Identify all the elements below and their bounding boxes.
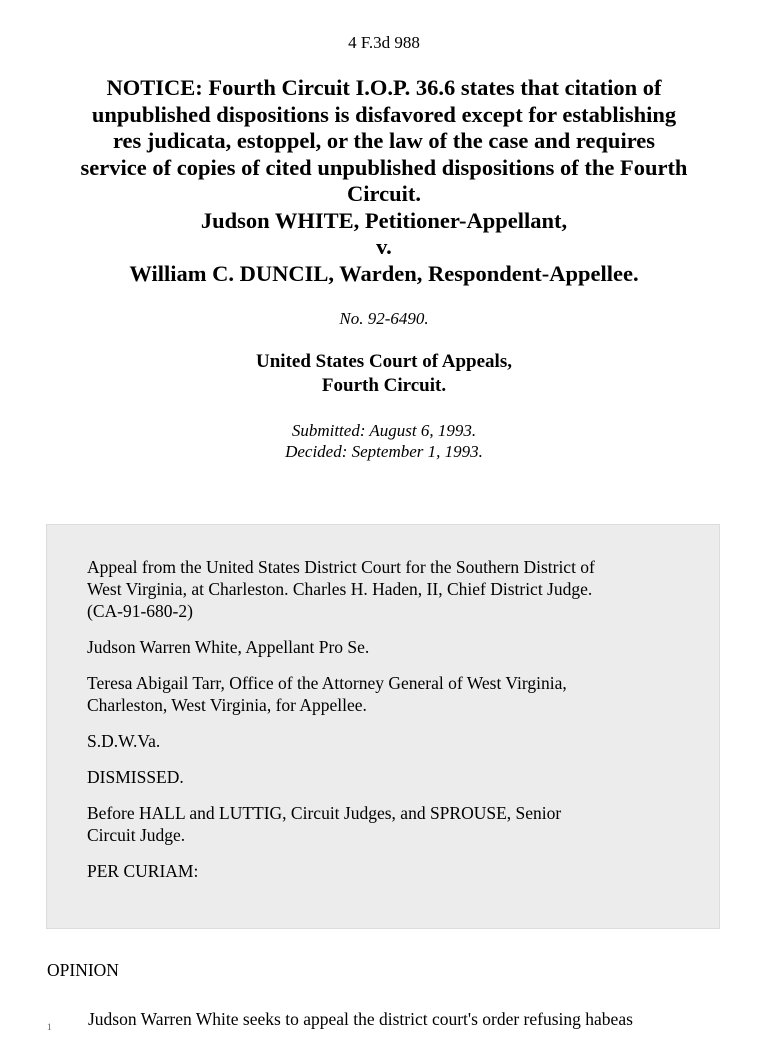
- notice-line: NOTICE: Fourth Circuit I.O.P. 36.6 states that citation of: [106, 75, 662, 100]
- appellee-line: Teresa Abigail Tarr, Office of the Attorney General of West Virginia,: [87, 673, 567, 693]
- appeal-line: West Virginia, at Charleston. Charles H. Haden, II, Chief District Judge.: [87, 579, 593, 599]
- docket-number: No. 92-6490.: [339, 309, 429, 328]
- appellee-line: Charleston, West Virginia, for Appellee.: [87, 695, 367, 715]
- notice-line: service of copies of cited unpublished dispositions of the Fourth: [80, 154, 688, 180]
- case-dates: [0, 420, 768, 462]
- appellee-counsel: [87, 672, 679, 716]
- respondent: William C. DUNCIL, Warden, Respondent-Appellee.: [129, 260, 639, 286]
- disposition: DISMISSED.: [87, 767, 184, 787]
- petitioner: Judson WHITE, Petitioner-Appellant,: [200, 207, 568, 233]
- panel-line: Before HALL and LUTTIG, Circuit Judges, and SPROUSE, Senior: [87, 803, 562, 823]
- paragraph-number: 1: [47, 1022, 52, 1032]
- per-curiam: PER CURIAM:: [87, 861, 199, 881]
- citation: 4 F.3d 988: [348, 33, 420, 52]
- panel-line: Circuit Judge.: [87, 825, 186, 845]
- appeal-line: Appeal from the United States District Court for the Southern District of: [87, 557, 595, 577]
- court-name: [0, 350, 768, 398]
- case-caption: [40, 75, 728, 287]
- opinion-paragraph: [47, 1008, 727, 1030]
- case-info-box: [46, 524, 720, 929]
- opinion-heading: OPINION: [47, 960, 119, 980]
- notice-line: res judicata, estoppel, or the law of the case and requires: [112, 128, 656, 153]
- submitted-date: Submitted: August 6, 1993.: [291, 421, 477, 440]
- decided-date: Decided: September 1, 1993.: [285, 442, 483, 461]
- appeal-line: (CA-91-680-2): [87, 601, 193, 621]
- notice-line: Circuit.: [347, 181, 421, 206]
- lower-court: S.D.W.Va.: [87, 731, 161, 751]
- court-line: United States Court of Appeals,: [256, 351, 512, 372]
- appeal-info: [87, 556, 679, 622]
- paragraph-text: Judson Warren White seeks to appeal the district court's order refusing habeas: [88, 1009, 633, 1029]
- notice-line: unpublished dispositions is disfavored except for establishing: [91, 101, 677, 127]
- appellant-counsel: Judson Warren White, Appellant Pro Se.: [87, 637, 370, 657]
- versus: v.: [376, 234, 392, 259]
- panel: [87, 802, 679, 846]
- court-line: Fourth Circuit.: [321, 375, 447, 396]
